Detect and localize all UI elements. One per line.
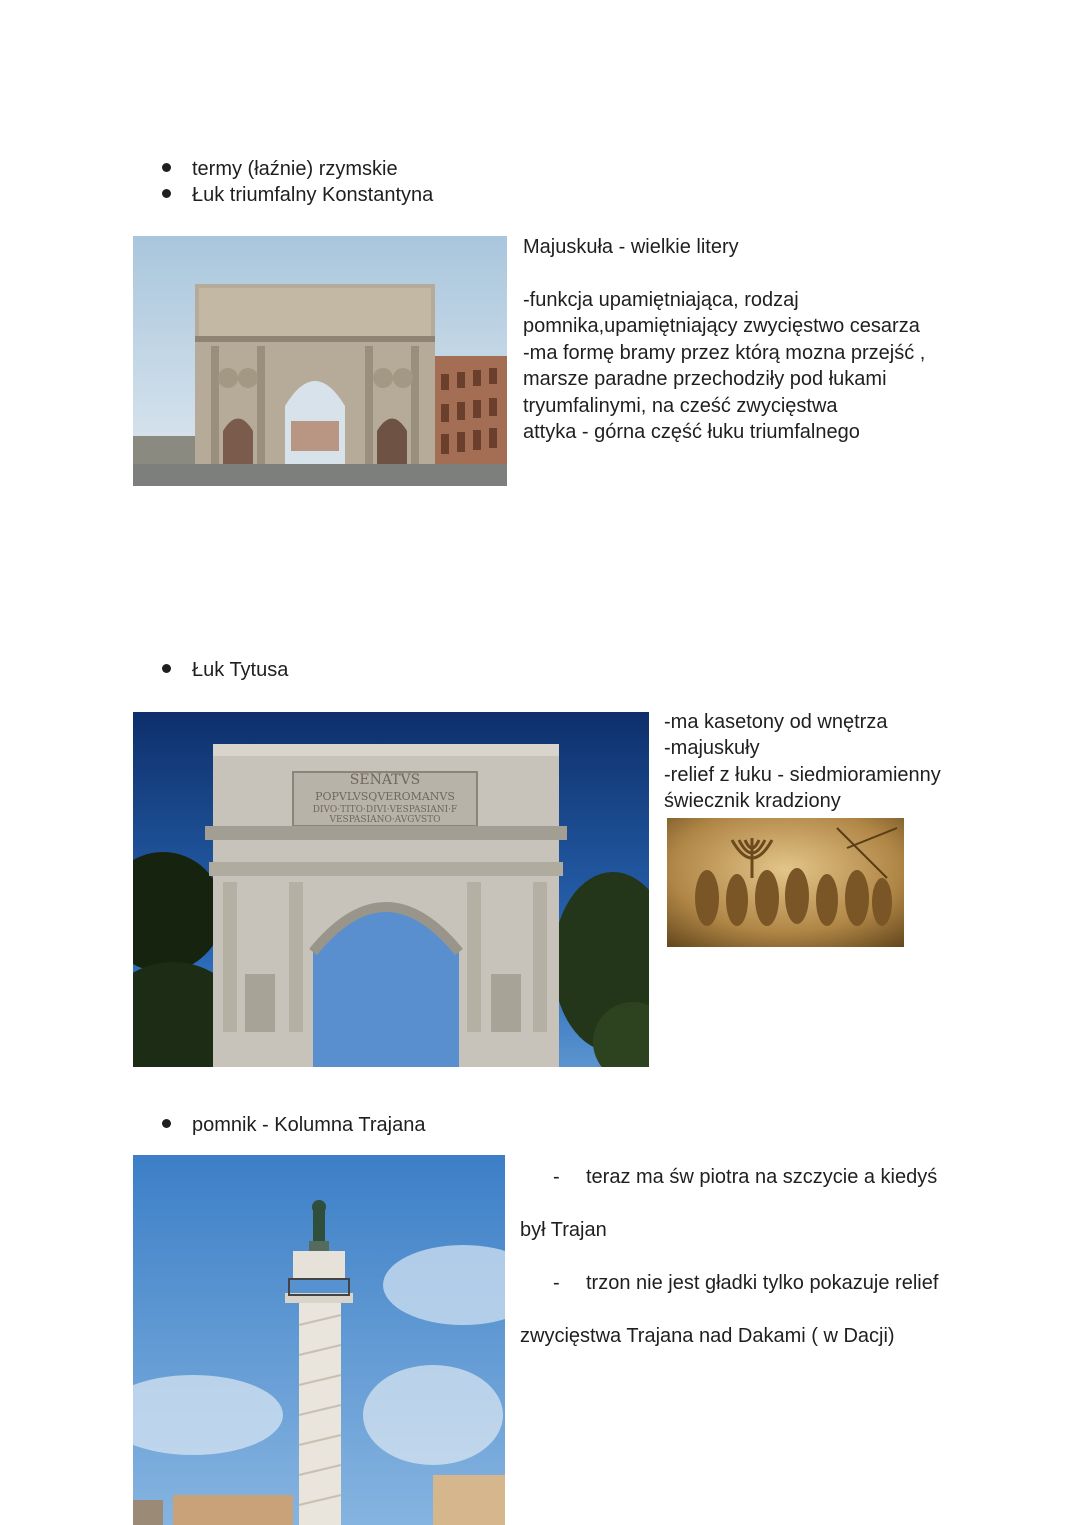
inscription-line: POPVLVSQVEROMANVS xyxy=(315,790,455,803)
inscription-line: VESPASIANO·AVGVSTO xyxy=(329,815,441,825)
menorah-relief-image xyxy=(667,818,904,947)
dash-item xyxy=(520,1270,938,1296)
bullet-text: termy (łaźnie) rzymskie xyxy=(192,158,398,180)
trajans-column-image xyxy=(133,1155,505,1525)
dash-item xyxy=(520,1164,938,1190)
dash-marker: - xyxy=(553,1272,560,1295)
dash-item-text: teraz ma św piotra na szczycie a kiedyś xyxy=(586,1166,938,1189)
bullet-item xyxy=(162,156,398,182)
dash-marker: - xyxy=(553,1166,560,1189)
titus-notes: -ma kasetony od wnętrza -majuskuły -relief z łuku - siedmioramienny świecznik kradziony xyxy=(664,711,941,813)
bullet-icon xyxy=(162,189,171,198)
dash-item-text: trzon nie jest gładki tylko pokazuje relief xyxy=(586,1272,939,1295)
bullet-text: pomnik - Kolumna Trajana xyxy=(192,1114,426,1136)
arch-notes: -funkcja upamiętniająca, rodzaj pomnika,upamiętniający zwycięstwo cesarza -ma formę bramy przez którą mozna przejść , marsze paradne przechodziły pod łukami tryumfalinymi, na cześć zwycięstwa attyka - górna część łuku triumfalnego xyxy=(523,289,926,444)
arch-of-titus-image xyxy=(133,712,649,1067)
bullet-item xyxy=(162,657,288,683)
bullet-text: Łuk Tytusa xyxy=(192,659,289,681)
bullet-text: Łuk triumfalny Konstantyna xyxy=(192,184,434,206)
inscription-line: SENATVS xyxy=(349,772,421,788)
bullet-item xyxy=(162,1112,425,1138)
dash-item-continuation: był Trajan xyxy=(520,1219,607,1242)
arch-of-constantine-image xyxy=(133,236,507,486)
bullet-icon xyxy=(162,1119,171,1128)
trajan-notes xyxy=(520,1138,938,1376)
inscription-line: DIVO·TITO·DIVI·VESPASIANI·F xyxy=(312,805,458,815)
bullet-icon xyxy=(162,664,171,673)
dash-item-continuation: zwycięstwa Trajana nad Dakami ( w Dacji) xyxy=(520,1324,895,1347)
bullet-icon xyxy=(162,163,171,172)
bullet-item xyxy=(162,182,433,208)
section-heading: Majuskuła - wielkie litery xyxy=(523,236,739,258)
